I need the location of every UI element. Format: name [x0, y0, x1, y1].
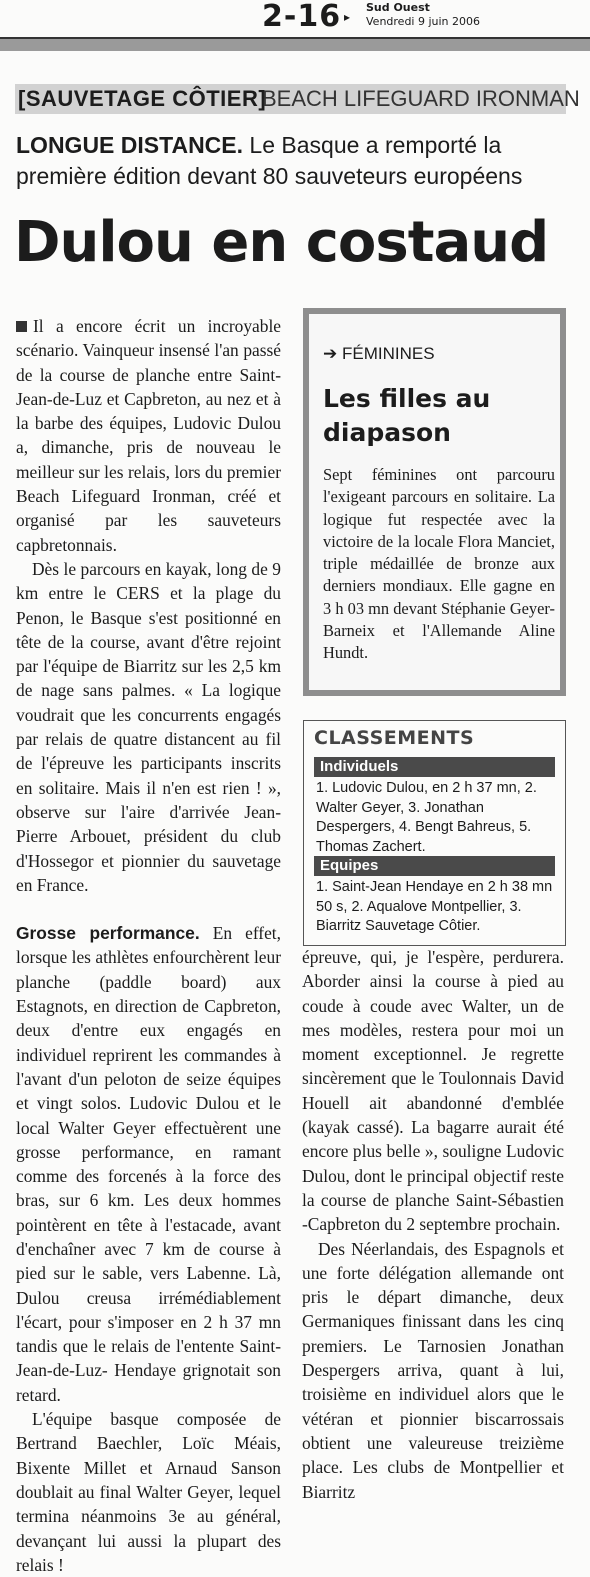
feminines-box — [303, 308, 566, 696]
page-number: 2-16 — [262, 0, 342, 34]
headline: Dulou en costaud — [14, 210, 549, 275]
header-rule — [0, 37, 590, 51]
classements-box — [303, 720, 566, 946]
section-topic: BEACH LIFEGUARD IRONMAN — [262, 86, 580, 111]
individuels-label: Individuels — [314, 757, 555, 777]
paragraph-square-icon — [16, 321, 27, 332]
publication-name: Sud Ouest — [366, 1, 430, 14]
standfirst-lead: LONGUE DISTANCE. — [16, 132, 244, 158]
article-paragraph: L'équipe basque composée de Bertrand Baechler, Loïc Méais, Bixente Millet et Arnaud Sanson doublait au final Walter Geyer, lequel termina néanmoins 3e au général, devançant lui aussi la plupart des relais ! — [16, 1409, 281, 1575]
feminines-title: Les filles au diapason — [323, 384, 491, 447]
article-paragraph: épreuve, qui, je l'espère, perdurera. Aborder ainsi la course à pied au coude à coude avec Walter, un de mes modèles, restera pour moi un moment exceptionnel. Je regrette sincèrement que le Toulonnais David Houell ait abandonné d'emblée (kayak cassé). La bagarre aurait été encore plus belle », souligne Ludovic Dulou, dont le principal objectif reste la course de planche Saint-Sébastien -Capbreton du 2 septembre prochain. — [302, 947, 564, 1235]
feminines-text: Sept féminines ont parcouru l'exigeant parcours en solitaire. La logique fut respectée avec la victoire de la locale Flora Manciet, triple médaillée de bronze aux derniers mondiaux. Elle gagne en 3 h 03 mn devant Stéphanie Geyer-Barneix et l'Allemande Aline Hundt. — [323, 465, 555, 663]
article-paragraph: Des Néerlandais, des Espagnols et une forte délégation allemande ont pris le départ dimanche, deux Germaniques finissant dans les cinq premiers. Le Tarnosien Jonathan Despergers arriva, quant à lui, troisième en individuel alors que le vétéran et pionnier biscarrossais obtient une valeureuse treizième place. Les clubs de Montpellier et Biarritz — [302, 1238, 564, 1502]
classements-title: CLASSEMENTS — [314, 727, 475, 749]
article-column-left — [16, 314, 281, 1577]
publication-date: Vendredi 9 juin 2006 — [366, 15, 481, 28]
article-column-right — [302, 945, 564, 1504]
equipes-results: 1. Saint-Jean Hendaye en 2 h 38 mn 50 s, 2. Aqualove Montpellier, 3. Biarritz Sauvetage Côtier. — [316, 879, 553, 934]
equipes-label: Equipes — [314, 856, 555, 876]
individuels-results: 1. Ludovic Dulou, en 2 h 37 mn, 2. Walter Geyer, 3. Jonathan Despergers, 4. Bengt Bahreus, 5. Thomas Zachert. — [316, 780, 537, 855]
subhead: Grosse performance. — [16, 923, 200, 944]
article-paragraph: Il a encore écrit un incroyable scénario. Vainqueur insensé l'an passé de la course de planche entre Saint-Jean-de-Luz et Capbreton, au nez et à la barbe des équipes, Ludovic Dulou a, dimanche, pris de nouveau le meilleur sur les relais, lors du premier Beach Lifeguard Ironman, créé et organisé par les sauveteurs capbretonnais. — [16, 316, 281, 555]
standfirst — [16, 130, 576, 192]
standfirst-text: Le Basque a remporté la première édition devant 80 sauveteurs européens — [16, 132, 523, 189]
arrow-icon: ▸ — [344, 10, 351, 24]
article-paragraph: Dès le parcours en kayak, long de 9 km entre le CERS et la plage du Penon, le Basque s'est positionné en tête de la course, avant d'être rejoint par l'équipe de Biarritz sur les 2,5 km de nage sans palmes. « La logique voudrait que les concurrents engagés par relais de quatre distancent au fil de l'épreuve les participants inscrits en solitaire. Mais il n'en est rien ! », observe sur l'aire d'arrivée Jean-Pierre Arbouet, président du club d'Hossegor et pionnier du sauvetage en France. — [16, 558, 281, 895]
feminines-kicker: ➔ FÉMININES — [323, 344, 435, 363]
article-paragraph: Grosse performance. En effet, lorsque les athlètes enfourchèrent leur planche (paddle board) aux Estagnots, en direction de Capbreton, deux d'entre eux engagés en individuel reprirent les commandes à l'avant d'un peloton de seize équipes et vingt solos. Ludovic Dulou et le local Walter Geyer effectuèrent une grosse performance, en ramant comme des forcenés à la force des bras, sur 6 km. Les deux hommes pointèrent en tête à l'estacade, avant d'enchaîner avec 7 km de course à pied sur le sable, vers Labenne. Là, Dulou creusa irrémédiablement l'écart, pour s'imposer en 2 h 37 mn tandis que le relais de l'entente Saint-Jean-de-Luz- Hendaye grignotait son retard. — [16, 923, 281, 1405]
section-kicker: [SAUVETAGE CÔTIER] — [18, 86, 267, 111]
